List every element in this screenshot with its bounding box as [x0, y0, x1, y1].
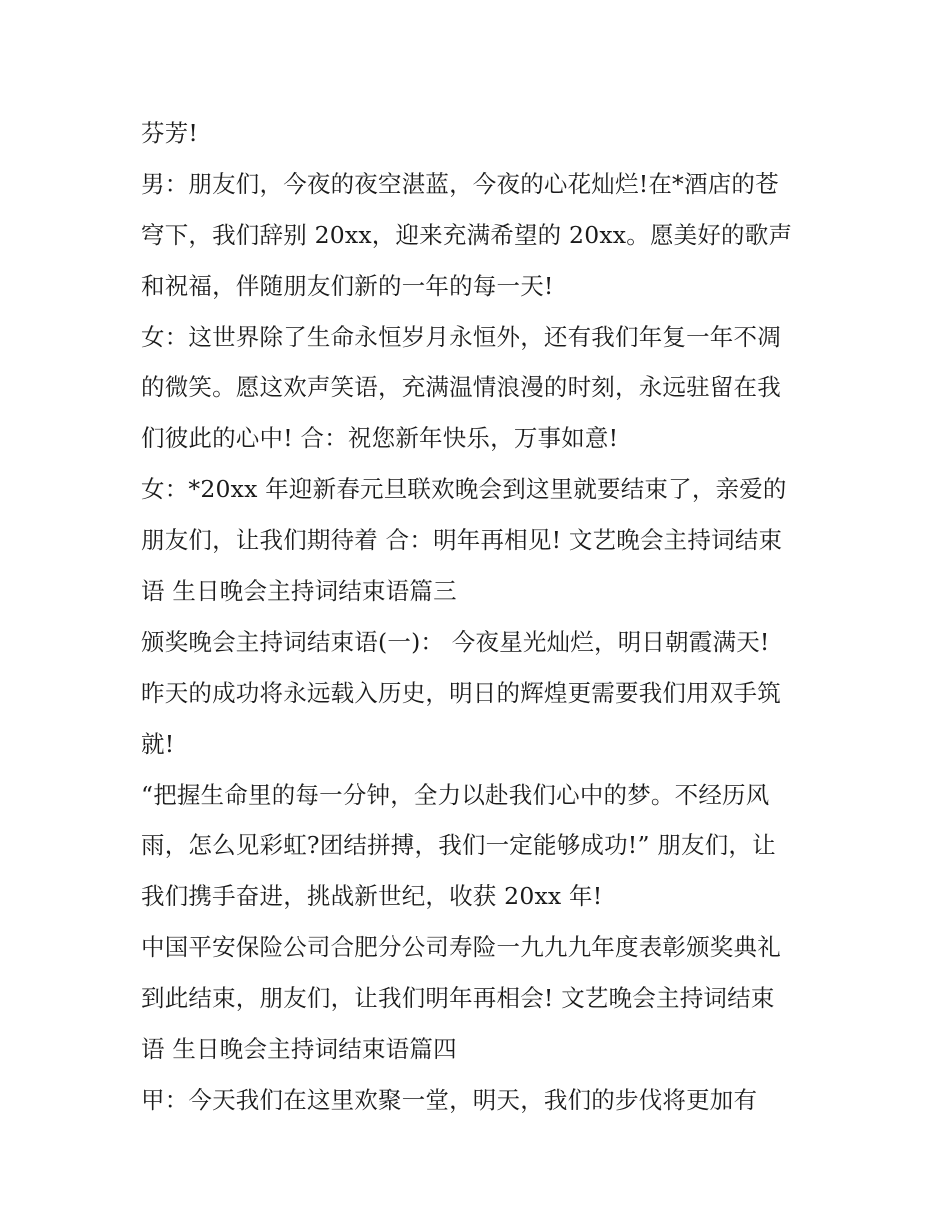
text-line: 中国平安保险公司合肥分公司寿险一九九九年度表彰颁奖典礼	[141, 933, 781, 962]
text-line: “把握生命里的每一分钟，全力以赴我们心中的梦。不经历风	[141, 780, 770, 809]
text-line: 就!	[141, 729, 175, 758]
text-line: 昨天的成功将永远载入历史，明日的辉煌更需要我们用双手筑	[141, 678, 781, 707]
text-line: 甲：今天我们在这里欢聚一堂，明天，我们的步伐将更加有	[141, 1085, 758, 1114]
text-line: 到此结束，朋友们，让我们明年再相会! 文艺晚会主持词结束	[141, 984, 775, 1013]
text-line: 语 生日晚会主持词结束语篇四	[141, 1035, 457, 1064]
text-line: 男：朋友们，今夜的夜空湛蓝，今夜的心花灿烂!在*酒店的苍	[141, 169, 779, 198]
text-line: 颁奖晚会主持词结束语(一)： 今夜星光灿烂，明日朝霞满天!	[141, 627, 770, 656]
text-line: 我们携手奋进，挑战新世纪，收获 20xx 年!	[141, 882, 603, 911]
text-line: 雨，怎么见彩虹?团结拼搏，我们一定能够成功!” 朋友们，让	[141, 831, 776, 860]
text-line: 们彼此的心中! 合：祝您新年快乐，万事如意!	[141, 424, 619, 453]
text-line: 的微笑。愿这欢声笑语，充满温情浪漫的时刻，永远驻留在我	[141, 373, 781, 402]
text-line: 芬芳!	[141, 119, 199, 147]
text-line: 朋友们，让我们期待着 合：明年再相见! 文艺晚会主持词结束	[141, 526, 783, 555]
text-line: 语 生日晚会主持词结束语篇三	[141, 577, 457, 606]
text-line: 穹下，我们辞别 20xx，迎来充满希望的 20xx。愿美好的歌声	[141, 220, 793, 249]
text-line: 女：*20xx 年迎新春元旦联欢晚会到这里就要结束了，亲爱的	[141, 475, 787, 504]
body-text	[141, 108, 821, 1126]
text-line: 女：这世界除了生命永恒岁月永恒外，还有我们年复一年不凋	[141, 322, 781, 351]
text-line: 和祝福，伴随朋友们新的一年的每一天!	[141, 271, 554, 300]
